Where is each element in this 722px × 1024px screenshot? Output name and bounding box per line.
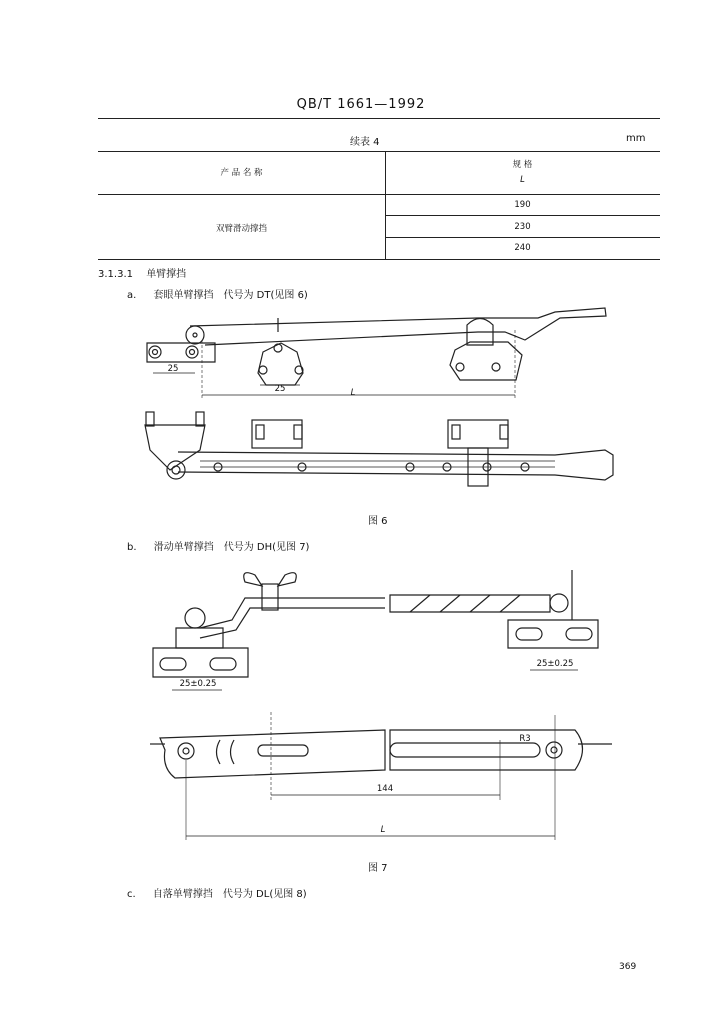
table-unit: mm <box>626 133 646 144</box>
table-cell-value: 240 <box>514 243 531 253</box>
item-text: 滑动单臂撑挡 代号为 DH(见图 7) <box>153 542 310 553</box>
table-cell-value: 230 <box>514 222 531 232</box>
list-item <box>127 885 307 900</box>
fig7-dim-span: 144 <box>376 784 394 794</box>
item-text: 套眼单臂撑挡 代号为 DT(见图 6) <box>153 290 308 301</box>
section-title: 单臂撑挡 <box>146 269 187 280</box>
fig6-dim-center: 25 <box>274 384 286 394</box>
fig7-dim-radius: R3 <box>519 734 531 744</box>
fig6-dim-length: L <box>350 388 356 398</box>
item-letter: b. <box>127 542 137 553</box>
item-letter: a. <box>127 290 137 301</box>
table-caption: 续表 4 <box>350 137 380 148</box>
fig6-dim-left: 25 <box>167 364 179 374</box>
table-col1-header: 产 品 名 称 <box>220 168 263 178</box>
page-number: 369 <box>619 962 637 972</box>
figure-7-caption: 图 7 <box>368 863 388 874</box>
standard-header: QB/T 1661—1992 <box>296 97 426 112</box>
section-number: 3.1.3.1 <box>98 269 133 280</box>
item-letter: c. <box>127 889 136 900</box>
figure-6-caption: 图 6 <box>368 516 388 527</box>
item-text: 自落单臂撑挡 代号为 DL(见图 8) <box>152 889 307 900</box>
table-cell-value: 190 <box>514 200 531 210</box>
fig7-dim-right: 25±0.25 <box>536 659 574 669</box>
table-product-name: 双臂滑动撑挡 <box>215 224 267 234</box>
fig7-dim-left: 25±0.25 <box>179 679 217 689</box>
table-col2-header-bottom: L <box>520 175 525 185</box>
table-col2-header-top: 规 格 <box>512 160 533 170</box>
fig7-dim-length: L <box>380 825 386 835</box>
